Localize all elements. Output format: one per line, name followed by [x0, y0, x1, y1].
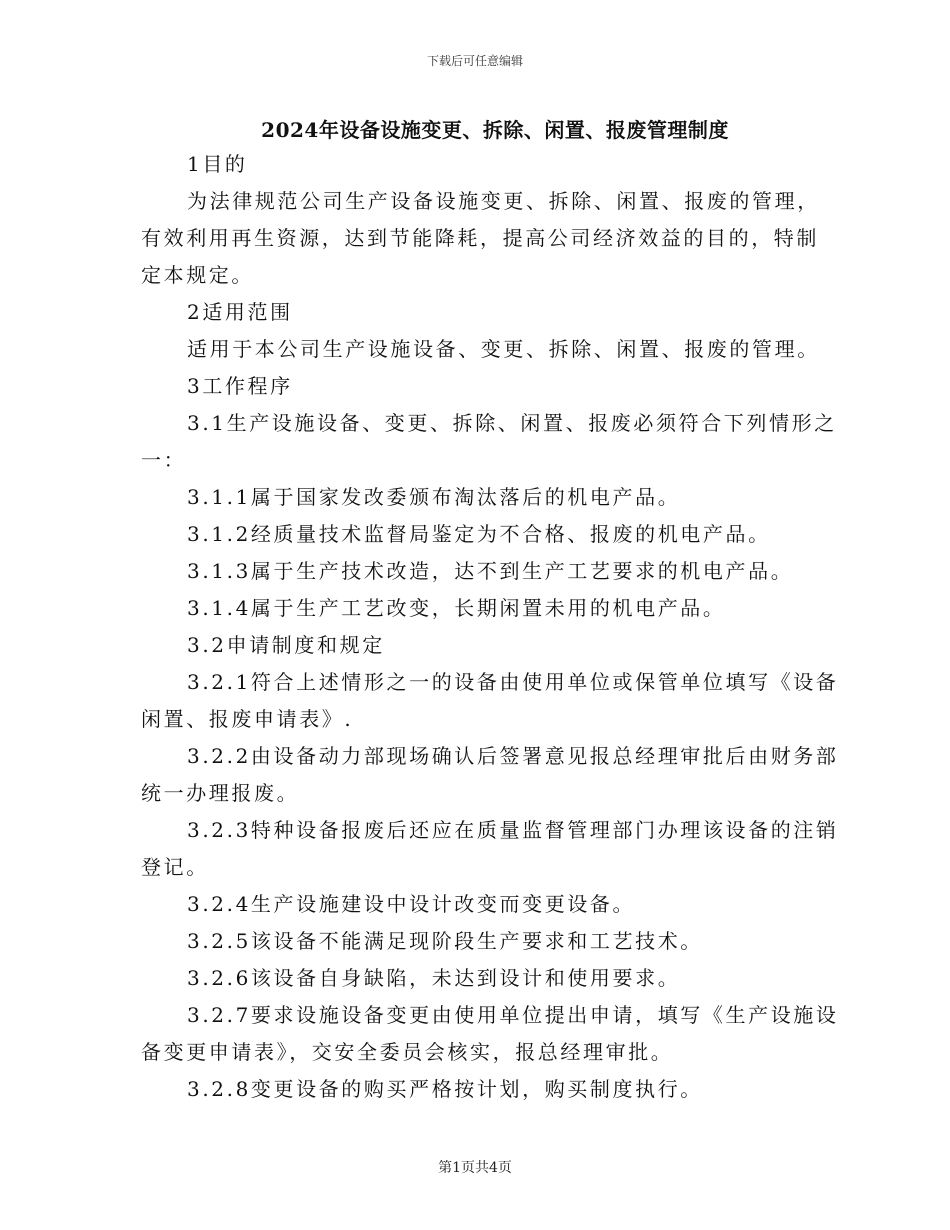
body-line: 有效利用再生资源，达到节能降耗，提高公司经济效益的目的，特制 — [141, 226, 819, 250]
body-line: 3.1.3属于生产技术改造，达不到生产工艺要求的机电产品。 — [187, 559, 794, 583]
body-line: 3.2.5该设备不能满足现阶段生产要求和工艺技术。 — [187, 929, 703, 953]
body-line: 登记。 — [141, 855, 209, 879]
body-line: 3工作程序 — [187, 374, 293, 398]
header-note: 下载后可任意编辑 — [426, 54, 523, 68]
body-line: 3.2.3特种设备报废后还应在质量监督管理部门办理该设备的注销 — [187, 818, 839, 842]
page-number: 第1页共4页 — [438, 1160, 512, 1176]
body-line: 3.1.2经质量技术监督局鉴定为不合格、报废的机电产品。 — [187, 522, 771, 546]
body-line: 3.1.1属于国家发改委颁布淘汰落后的机电产品。 — [187, 485, 681, 509]
body-line: 3.2.7要求设施设备变更由使用单位提出申请，填写《生产设施设 — [187, 1003, 839, 1027]
body-line: 闲置、报废申请表》. — [141, 707, 354, 731]
body-line: 为法律规范公司生产设备设施变更、拆除、闲置、报废的管理， — [187, 189, 820, 213]
document-title: 2024年设备设施变更、拆除、闲置、报废管理制度 — [261, 118, 729, 142]
body-line: 3.2.4生产设施建设中设计改变而变更设备。 — [187, 892, 636, 916]
body-line: 一： — [141, 448, 187, 472]
body-line: 3.1生产设施设备、变更、拆除、闲置、报废必须符合下列情形之 — [187, 411, 837, 435]
body-line: 3.2.6该设备自身缺陷，未达到设计和使用要求。 — [187, 966, 681, 990]
body-line: 3.2.1符合上述情形之一的设备由使用单位或保管单位填写《设备 — [187, 670, 839, 694]
body-line: 备变更申请表》，交安全委员会核实，报总经理审批。 — [141, 1040, 674, 1064]
body-line: 适用于本公司生产设施设备、变更、拆除、闲置、报废的管理。 — [187, 337, 820, 361]
body-line: 3.2.2由设备动力部现场确认后签署意见报总经理审批后由财务部 — [187, 744, 839, 768]
body-line: 定本规定。 — [141, 263, 254, 287]
document-body — [141, 146, 839, 1108]
body-line: 3.2申请制度和规定 — [187, 633, 385, 657]
body-line: 2适用范围 — [187, 300, 293, 324]
body-line: 统一办理报废。 — [141, 781, 300, 805]
body-line: 3.1.4属于生产工艺改变，长期闲置未用的机电产品。 — [187, 596, 726, 620]
body-line: 3.2.8变更设备的购买严格按计划，购买制度执行。 — [187, 1077, 703, 1101]
body-line: 1目的 — [187, 152, 248, 176]
